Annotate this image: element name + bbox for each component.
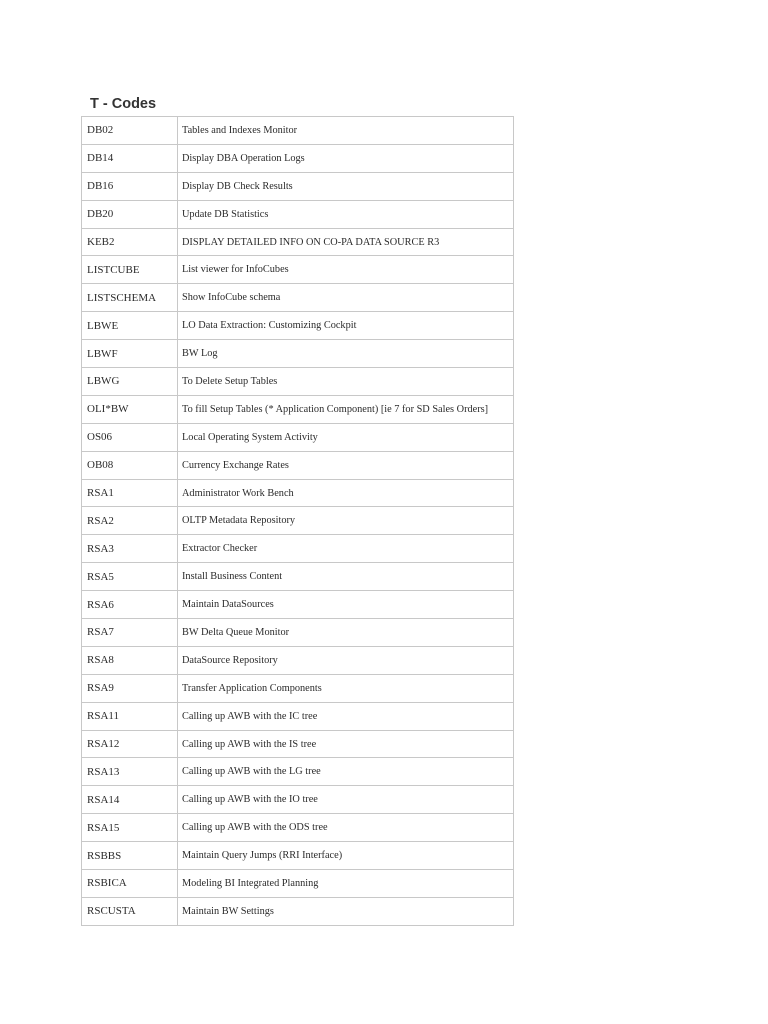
description-cell: Calling up AWB with the LG tree [178,758,514,786]
tcode-cell: RSA15 [82,814,178,842]
tcode-cell: OB08 [82,451,178,479]
tcode-cell: RSA11 [82,702,178,730]
tcode-cell: RSA7 [82,619,178,647]
tcode-cell: DB14 [82,144,178,172]
tcode-cell: RSA13 [82,758,178,786]
table-row [82,423,514,451]
table-row [82,842,514,870]
table-row [82,200,514,228]
table-row [82,395,514,423]
description-cell: Transfer Application Components [178,674,514,702]
table-row [82,814,514,842]
tcode-cell: RSBBS [82,842,178,870]
description-cell: DataSource Repository [178,646,514,674]
table-row [82,702,514,730]
tcode-cell: LBWE [82,312,178,340]
description-cell: Display DB Check Results [178,172,514,200]
table-row [82,619,514,647]
tcode-cell: RSBICA [82,870,178,898]
tcode-cell: DB20 [82,200,178,228]
page-title: T - Codes [90,96,157,112]
tcode-cell: RSA8 [82,646,178,674]
table-row [82,479,514,507]
description-cell: BW Delta Queue Monitor [178,619,514,647]
tcodes-table [81,116,514,926]
tcode-cell: RSCUSTA [82,897,178,925]
table-row [82,144,514,172]
description-cell: Currency Exchange Rates [178,451,514,479]
description-cell: To Delete Setup Tables [178,368,514,396]
table-row [82,256,514,284]
table-row [82,897,514,925]
table-row [82,312,514,340]
table-row [82,340,514,368]
tcode-cell: LBWF [82,340,178,368]
table-row [82,591,514,619]
table-row [82,563,514,591]
tcode-cell: RSA6 [82,591,178,619]
description-cell: List viewer for InfoCubes [178,256,514,284]
description-cell: LO Data Extraction: Customizing Cockpit [178,312,514,340]
description-cell: OLTP Metadata Repository [178,507,514,535]
table-row [82,870,514,898]
description-cell: Maintain DataSources [178,591,514,619]
tcode-cell: RSA9 [82,674,178,702]
tcode-cell: OLI*BW [82,395,178,423]
description-cell: To fill Setup Tables (* Application Component) [ie 7 for SD Sales Orders] [178,395,514,423]
tcode-cell: LISTCUBE [82,256,178,284]
description-cell: Calling up AWB with the IS tree [178,730,514,758]
description-cell: Maintain BW Settings [178,897,514,925]
table-row [82,730,514,758]
tcode-cell: KEB2 [82,228,178,256]
table-row [82,507,514,535]
tcode-cell: RSA14 [82,786,178,814]
description-cell: BW Log [178,340,514,368]
description-cell: Install Business Content [178,563,514,591]
tcode-cell: OS06 [82,423,178,451]
table-row [82,368,514,396]
description-cell: Show InfoCube schema [178,284,514,312]
tcodes-table-body [82,117,514,926]
tcode-cell: RSA12 [82,730,178,758]
tcode-cell: RSA1 [82,479,178,507]
tcode-cell: LISTSCHEMA [82,284,178,312]
table-row [82,674,514,702]
table-row [82,535,514,563]
description-cell: Modeling BI Integrated Planning [178,870,514,898]
description-cell: Maintain Query Jumps (RRI Interface) [178,842,514,870]
description-cell: Display DBA Operation Logs [178,144,514,172]
tcode-cell: RSA5 [82,563,178,591]
tcode-cell: DB16 [82,172,178,200]
table-row [82,228,514,256]
description-cell: Local Operating System Activity [178,423,514,451]
description-cell: DISPLAY DETAILED INFO ON CO-PA DATA SOURCE R3 [178,228,514,256]
tcode-cell: LBWG [82,368,178,396]
description-cell: Calling up AWB with the IC tree [178,702,514,730]
description-cell: Update DB Statistics [178,200,514,228]
tcode-cell: RSA2 [82,507,178,535]
table-row [82,786,514,814]
tcode-cell: DB02 [82,117,178,145]
table-row [82,284,514,312]
table-row [82,172,514,200]
description-cell: Calling up AWB with the ODS tree [178,814,514,842]
description-cell: Extractor Checker [178,535,514,563]
description-cell: Administrator Work Bench [178,479,514,507]
table-row [82,646,514,674]
tcode-cell: RSA3 [82,535,178,563]
description-cell: Calling up AWB with the IO tree [178,786,514,814]
table-row [82,758,514,786]
description-cell: Tables and Indexes Monitor [178,117,514,145]
table-row [82,117,514,145]
table-row [82,451,514,479]
